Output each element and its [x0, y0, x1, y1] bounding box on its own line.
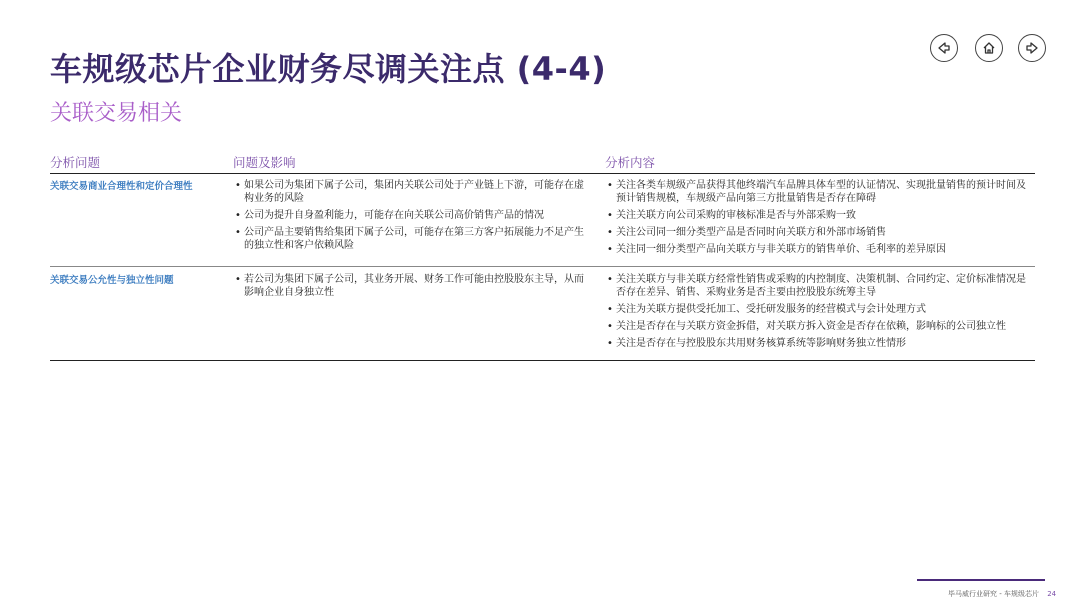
list-item: • 关注关联方与非关联方经常性销售或采购的内控制度、决策机制、合同约定、定价标准情况是否存在差异、销售、采购业务是否主要由控股股东统筹主导: [607, 273, 1035, 299]
home-icon: [981, 40, 997, 56]
header-issue: 分析问题: [50, 155, 101, 170]
table-header: [50, 152, 1035, 174]
list-item: • 关注是否存在与控股股东共用财务核算系统等影响财务独立性情形: [607, 337, 1035, 350]
list-item: • 若公司为集团下属子公司，其业务开展、财务工作可能由控股股东主导，从而影响企业自身独立性: [235, 273, 591, 299]
footer-divider: [917, 579, 1045, 581]
list-item: • 如果公司为集团下属子公司，集团内关联公司处于产业链上下游，可能存在虚构业务的风险: [235, 179, 591, 205]
page-number: 24: [1047, 590, 1057, 598]
due-diligence-table: [50, 152, 1035, 361]
prev-page-button[interactable]: [930, 34, 958, 62]
header-content: 分析内容: [605, 155, 656, 170]
page-subtitle: 关联交易相关: [50, 101, 183, 126]
list-item: • 关注同一细分类型产品向关联方与非关联方的销售单价、毛利率的差异原因: [607, 243, 1035, 256]
list-item: • 关注是否存在与关联方资金拆借，对关联方拆入资金是否存在依赖，影响标的公司独立性: [607, 320, 1035, 333]
list-item: • 关注各类车规级产品获得其他终端汽车品牌具体车型的认证情况、实现批量销售的预计时间及预计销售规模，车规级产品向第三方批量销售是否存在障碍: [607, 179, 1035, 205]
row-impacts: [233, 273, 605, 360]
header-impact: 问题及影响: [233, 155, 296, 170]
arrow-left-icon: [936, 40, 952, 56]
list-item: • 关注为关联方提供受托加工、受托研发服务的经营模式与会计处理方式: [607, 303, 1035, 316]
next-page-button[interactable]: [1018, 34, 1046, 62]
table-row: [50, 174, 1035, 266]
row-contents: [605, 179, 1035, 266]
row-issue: 关联交易商业合理性和定价合理性: [50, 181, 193, 192]
list-item: • 关注公司同一细分类型产品是否同时向关联方和外部市场销售: [607, 226, 1035, 239]
page-title: 车规级芯片企业财务尽调关注点 (4-4): [50, 50, 607, 88]
list-item: • 公司产品主要销售给集团下属子公司，可能存在第三方客户拓展能力不足产生的独立性和客户依赖风险: [235, 226, 591, 252]
footer: [948, 589, 1056, 599]
footer-label: 毕马威行业研究 - 车规级芯片: [948, 590, 1039, 598]
table-row: [50, 266, 1035, 361]
home-button[interactable]: [975, 34, 1003, 62]
list-item: • 关注关联方向公司采购的审核标准是否与外部采购一致: [607, 209, 1035, 222]
row-contents: [605, 273, 1035, 360]
list-item: • 公司为提升自身盈利能力，可能存在向关联公司高价销售产品的情况: [235, 209, 591, 222]
row-impacts: [233, 179, 605, 266]
row-issue: 关联交易公允性与独立性问题: [50, 275, 174, 286]
arrow-right-icon: [1024, 40, 1040, 56]
